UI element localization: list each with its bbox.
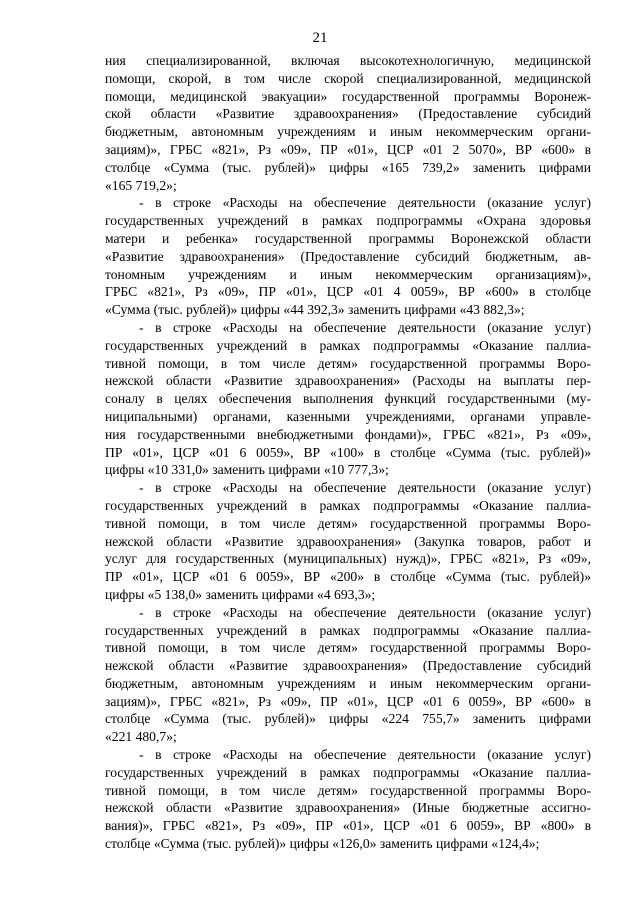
text-line: нежской области «Развитие здравоохранения» (Иные бюджетные ассигно-: [105, 800, 591, 816]
text-line: «165 719,2»;: [105, 177, 177, 193]
page-number: 21: [312, 30, 328, 46]
paragraph: [105, 52, 591, 194]
text-line: ния специализированной, включая высокотехнологичную, медицинской: [105, 53, 591, 68]
text-line: государственных учреждений в рамках подпрограммы «Оказание паллиа-: [105, 764, 591, 780]
text-line: тивной помощи, в том числе детям» государственной программы Воро-: [105, 640, 591, 656]
text-line: вания)», ГРБС «821», Рз «09», ПР «01», ЦСР «01 6 0059», ВР «800» в: [105, 818, 591, 834]
text-line: ГРБС «821», Рз «09», ПР «01», ЦСР «01 4 0059», ВР «600» в столбце: [105, 284, 591, 300]
text-line: - в строке «Расходы на обеспечение деятельности (оказание услуг): [139, 747, 591, 763]
text-line: - в строке «Расходы на обеспечение деятельности (оказание услуг): [139, 195, 591, 211]
text-line: ской области «Развитие здравоохранения» (Предоставление субсидий: [105, 106, 591, 122]
text-line: ния государственными внебюджетными фондами)», ГРБС «821», Рз «09»,: [105, 426, 591, 442]
text-line: нежской области «Развитие здравоохранения» (Расходы на выплаты пер-: [105, 373, 591, 389]
text-line: «Развитие здравоохранения» (Предоставление субсидий бюджетным, ав-: [105, 248, 591, 264]
text-line: государственных учреждений в рамках подпрограммы «Охрана здоровья: [105, 213, 591, 229]
text-line: бюджетным, автономным учреждениям и иным некоммерческим органи-: [105, 675, 591, 691]
paragraph: [105, 746, 591, 853]
text-line: матери и ребенка» государственной программы Воронежской области: [105, 230, 591, 246]
text-line: помощи, медицинской эвакуации» государственной программы Воронеж-: [105, 88, 591, 104]
text-line: государственных учреждений в рамках подпрограммы «Оказание паллиа-: [105, 337, 591, 353]
text-line: тивной помощи, в том числе детям» государственной программы Воро-: [105, 515, 591, 531]
paragraph: [105, 479, 591, 604]
paragraph: [105, 194, 591, 319]
text-line: ПР «01», ЦСР «01 6 0059», ВР «100» в столбце «Сумма (тыс. рублей)»: [105, 444, 591, 460]
text-line: столбце «Сумма (тыс. рублей)» цифры «126,0» заменить цифрами «124,4»;: [105, 836, 540, 852]
paragraph: [105, 319, 591, 479]
text-line: тивной помощи, в том числе детям» государственной программы Воро-: [105, 355, 591, 371]
text-line: нежской области «Развитие здравоохранения» (Предоставление субсидий: [105, 658, 591, 674]
text-line: столбце «Сумма (тыс. рублей)» цифры «165 739,2» заменить цифрами: [105, 159, 591, 175]
text-line: цифры «10 331,0» заменить цифрами «10 777,3»;: [105, 462, 389, 478]
text-line: нежской области «Развитие здравоохранения» (Закупка товаров, работ и: [105, 533, 591, 549]
text-line: бюджетным, автономным учреждениям и иным некоммерческим органи-: [105, 124, 591, 140]
text-line: тивной помощи, в том числе детям» государственной программы Воро-: [105, 782, 591, 798]
paragraph: [105, 604, 591, 746]
text-line: зациям)», ГРБС «821», Рз «09», ПР «01», ЦСР «01 6 0059», ВР «600» в: [105, 693, 591, 709]
text-line: помощи, скорой, в том числе скорой специализированной, медицинской: [105, 70, 591, 86]
text-line: «221 480,7»;: [105, 729, 177, 745]
text-line: ПР «01», ЦСР «01 6 0059», ВР «200» в столбце «Сумма (тыс. рублей)»: [105, 569, 591, 585]
text-line: столбце «Сумма (тыс. рублей)» цифры «224 755,7» заменить цифрами: [105, 711, 591, 727]
text-line: государственных учреждений в рамках подпрограммы «Оказание паллиа-: [105, 622, 591, 638]
text-line: - в строке «Расходы на обеспечение деятельности (оказание услуг): [139, 480, 591, 496]
document-body: [105, 52, 591, 853]
text-line: тономным учреждениям и иным некоммерческим организациям)»,: [105, 266, 591, 282]
text-line: цифры «5 138,0» заменить цифрами «4 693,3»;: [105, 586, 376, 602]
text-line: государственных учреждений в рамках подпрограммы «Оказание паллиа-: [105, 497, 591, 513]
text-line: «Сумма (тыс. рублей)» цифры «44 392,3» заменить цифрами «43 882,3»;: [105, 302, 525, 318]
text-line: - в строке «Расходы на обеспечение деятельности (оказание услуг): [139, 604, 591, 620]
text-line: соналу в целях обеспечения выполнения функций государственными (му-: [105, 391, 591, 407]
text-line: услуг для государственных (муниципальных) нужд)», ГРБС «821», Рз «09»,: [105, 551, 591, 567]
text-line: зациям)», ГРБС «821», Рз «09», ПР «01», ЦСР «01 2 5070», ВР «600» в: [105, 141, 591, 157]
text-line: - в строке «Расходы на обеспечение деятельности (оказание услуг): [139, 319, 591, 335]
text-line: ниципальными) органами, казенными учреждениями, органами управле-: [105, 408, 591, 424]
